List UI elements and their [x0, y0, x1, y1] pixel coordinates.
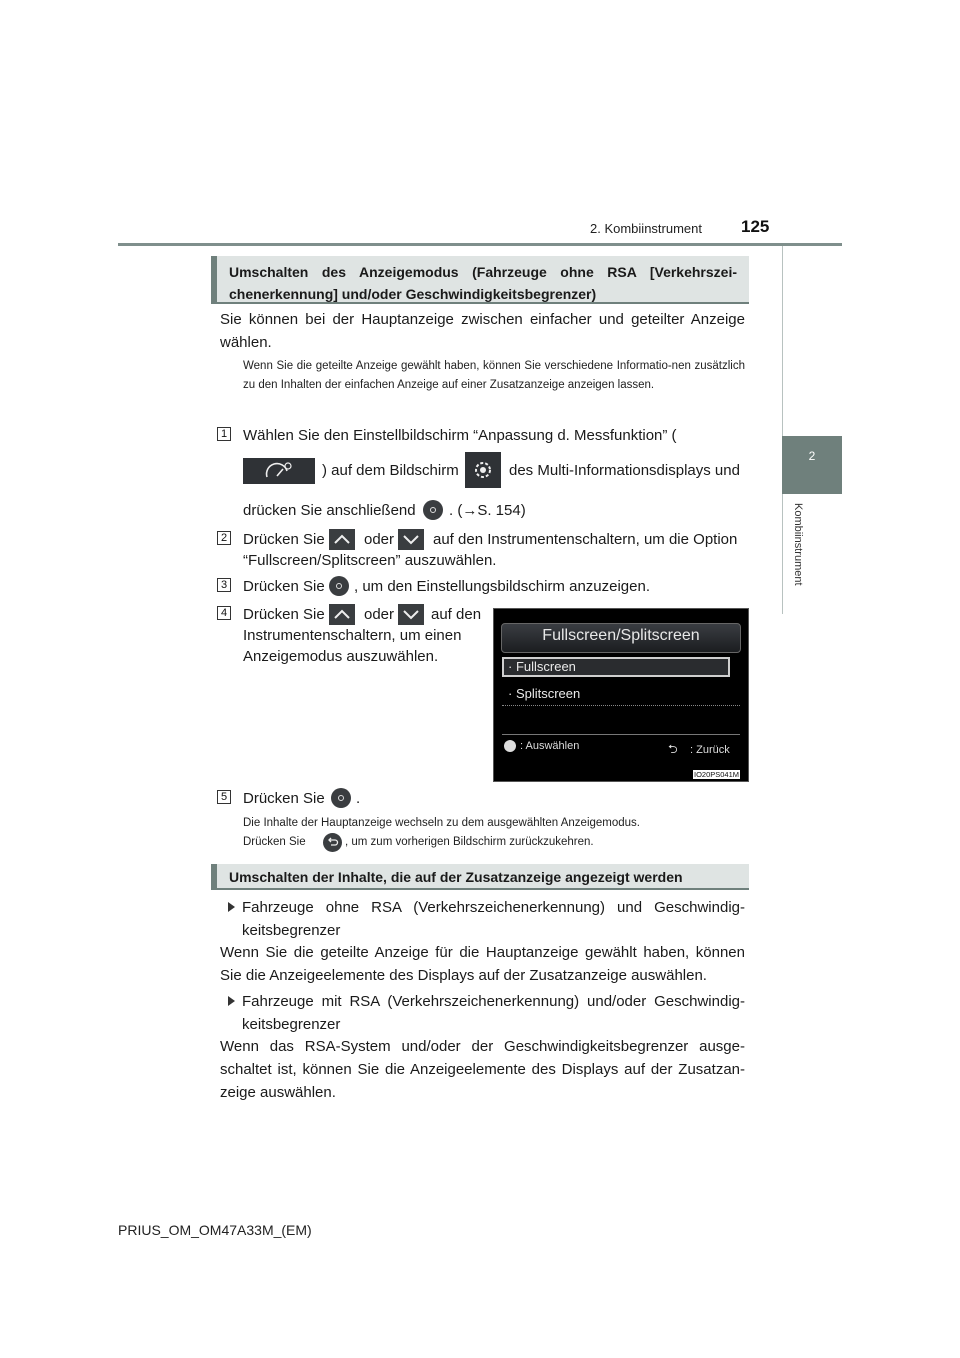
side-rule-bottom — [782, 494, 783, 614]
step-2-text-c: auf den Instrumentenschaltern, um die Option — [433, 531, 738, 548]
step-5-note-c: , um zum vorherigen Bildschirm zurückzukehren. — [345, 836, 594, 848]
para-without-rsa: Wenn Sie die geteilte Anzeige für die Hauptanzeige gewählt haben, können Sie die Anzeigeelemente des Displays auf der Zusatzanzeige auswählen. — [220, 944, 745, 984]
chapter-number: 2 — [808, 449, 816, 463]
bullet-with-rsa-text: Fahrzeuge mit RSA (Verkehrszeichenerkennung) und/oder Geschwindig-keitsbegrenzer — [242, 993, 745, 1033]
step-4-text-c: auf den — [431, 606, 482, 623]
step-number: 4 — [217, 606, 231, 620]
step-number: 5 — [217, 790, 231, 804]
bullet-triangle-icon — [228, 902, 235, 912]
gauge-settings-icon — [243, 458, 315, 484]
step-2-text-b: oder — [364, 531, 395, 548]
step-1-line-1: Wählen Sie den Einstellbildschirm “Anpassung d. Messfunktion” ( — [243, 427, 677, 444]
step-1-line-2a: ) auf dem Bildschirm — [322, 462, 459, 479]
step-5-note-b: Drücken Sie — [243, 836, 306, 848]
step-5-text-a: Drücken Sie — [243, 790, 325, 807]
screen-select-label: : Auswählen — [520, 740, 580, 752]
select-button-icon — [423, 500, 443, 520]
para-with-rsa: Wenn das RSA-System und/oder der Geschwindigkeitsbegrenzer ausge-schaltet ist, können Sie die Anzeigeelemente des Displays auf der Zusatzan-zeige auswählen. — [220, 1038, 745, 1101]
back-button-icon — [323, 833, 342, 852]
screen-option-splitscreen: · Splitscreen — [508, 686, 581, 701]
step-number: 3 — [217, 578, 231, 592]
screen-back-icon: ⮌ — [668, 742, 678, 756]
chapter-label: Kombiinstrument — [792, 503, 804, 586]
down-arrow-icon — [398, 529, 424, 550]
chapter-tab — [782, 436, 842, 494]
step-5-text-b: . — [356, 790, 361, 807]
select-button-icon — [331, 788, 351, 808]
down-arrow-icon — [398, 604, 424, 625]
image-code: IO20PS041M — [694, 770, 740, 779]
screen-option-fullscreen: · Fullscreen — [508, 659, 576, 674]
step-2-text-d: “Fullscreen/Splitscreen” auszuwählen. — [243, 552, 497, 569]
screen-divider — [502, 705, 740, 706]
screen-select-icon — [504, 740, 516, 752]
screen-back-label: : Zurück — [690, 744, 730, 756]
header-rule — [118, 243, 842, 246]
screen-title: Fullscreen/Splitscreen — [542, 627, 700, 644]
page-number: 125 — [741, 217, 770, 236]
select-button-icon — [329, 576, 349, 596]
intro-note: Wenn Sie die geteilte Anzeige gewählt haben, können Sie verschiedene Informatio-nen zusätzlich zu den Inhalten der einfachen Anzeige auf einer Zusatzanzeige anzeigen lassen. — [243, 360, 745, 391]
step-4-text-d: Instrumentenschaltern, um einen — [243, 627, 462, 644]
step-5-note-a: Die Inhalte der Hauptanzeige wechseln zu dem ausgewählten Anzeigemodus. — [243, 817, 641, 829]
document-id: PRIUS_OM_OM47A33M_(EM) — [118, 1222, 312, 1238]
step-number: 1 — [217, 427, 231, 441]
step-number: 2 — [217, 531, 231, 545]
section-heading-sub-display: Umschalten der Inhalte, die auf der Zusatzanzeige angezeigt werden — [211, 864, 749, 890]
side-rule-top — [782, 246, 783, 436]
step-4-text-a: Drücken Sie — [243, 606, 325, 623]
bullet-without-rsa-text: Fahrzeuge ohne RSA (Verkehrszeichenerkennung) und Geschwindig-keitsbegrenzer — [242, 899, 745, 939]
up-arrow-icon — [329, 604, 355, 625]
settings-gear-icon — [465, 452, 501, 488]
step-1-line-2b: des Multi-Informationsdisplays und — [509, 462, 740, 479]
intro-text: Sie können bei der Hauptanzeige zwischen einfacher und geteilter Anzeige wählen. — [220, 311, 745, 351]
step-4-text-b: oder — [364, 606, 395, 623]
bullet-triangle-icon — [228, 996, 235, 1006]
step-1-line-3b: . (→S. 154) — [449, 502, 526, 519]
display-screenshot — [493, 608, 749, 782]
bullet-without-rsa — [228, 896, 745, 942]
step-1-line-3a: drücken Sie anschließend — [243, 502, 416, 519]
step-2-text-a: Drücken Sie — [243, 531, 325, 548]
bullet-with-rsa — [228, 990, 745, 1036]
step-3-text-a: Drücken Sie — [243, 578, 325, 595]
step-3-text-b: , um den Einstellungsbildschirm anzuzeigen. — [354, 578, 650, 595]
step-4-text-e: Anzeigemodus auszuwählen. — [243, 648, 439, 665]
section-heading-display-mode: Umschalten des Anzeigemodus (Fahrzeuge ohne RSA [Verkehrszei-chenerkennung] und/oder Geschwindigkeitsbegrenzer) — [211, 256, 749, 304]
up-arrow-icon — [329, 529, 355, 550]
section-title: 2. Kombiinstrument — [590, 221, 702, 236]
